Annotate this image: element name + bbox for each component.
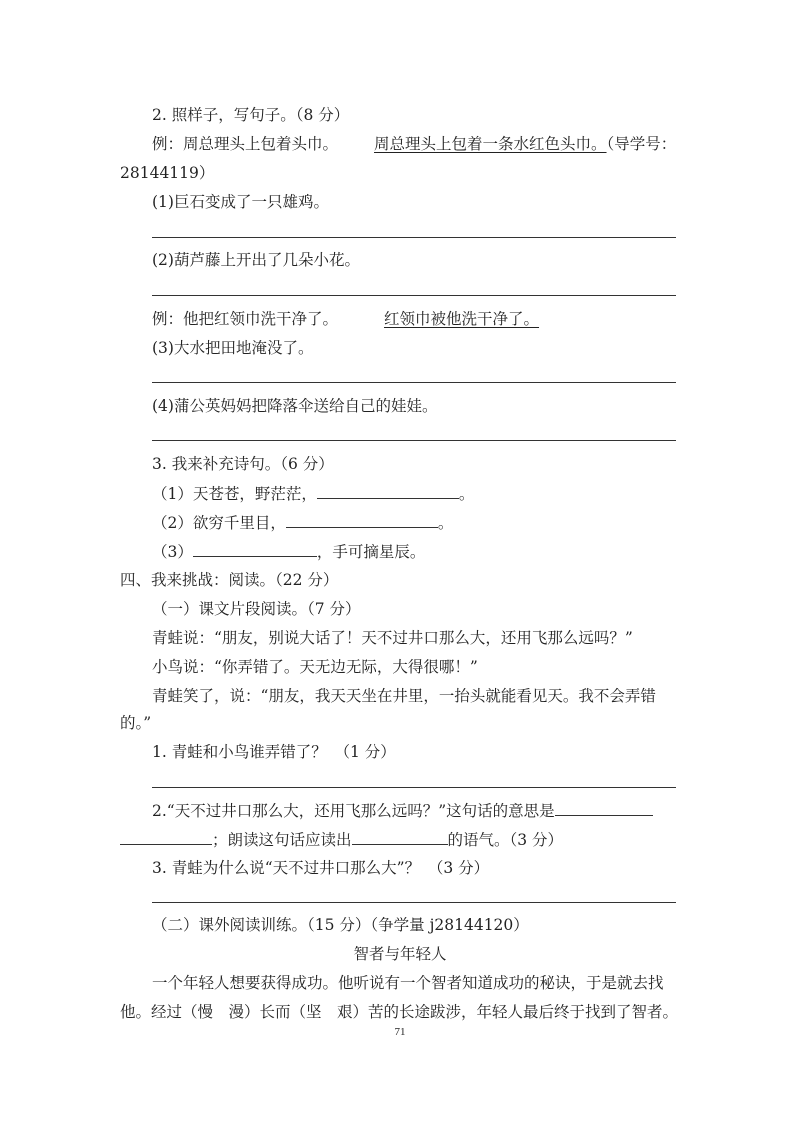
- answer-line-item3[interactable]: [152, 382, 676, 383]
- q2-example2: [152, 309, 539, 329]
- part1-heading: （一）课文片段阅读。（7 分）: [152, 600, 361, 618]
- poem-line1-prefix: （1）天苍苍，野茫茫，: [152, 485, 317, 503]
- reading-q2-end: 的语气。（3 分）: [447, 831, 564, 849]
- example1-answer: 周总理头上包着一条水红色头巾。: [374, 135, 607, 153]
- reading-q3: 3. 青蛙为什么说“天不过井口那么大”？ （3 分）: [152, 859, 490, 877]
- q2-item4: (4)蒲公英妈妈把降落伞送给自己的娃娃。: [152, 397, 438, 415]
- example2-prefix: 例：他把红领巾洗干净了。: [152, 310, 339, 328]
- q2-example1: [152, 134, 676, 154]
- part2-heading: （二）课外阅读训练。（15 分）（争学量 j28144120）: [152, 916, 529, 934]
- example1-prefix: 例：周总理头上包着头巾。: [152, 135, 339, 153]
- reading-q2-blank-meaning-cont[interactable]: [120, 829, 212, 845]
- page-number: 71: [394, 1026, 406, 1038]
- poem-line3-suffix: ，手可摘星辰。: [316, 543, 426, 561]
- reading-q1: 1. 青蛙和小鸟谁弄错了？ （1 分）: [152, 743, 396, 761]
- reading-q2-blank-meaning[interactable]: [555, 800, 653, 816]
- reading-q2-line2: [120, 829, 563, 850]
- story-title: 智者与年轻人: [353, 945, 447, 963]
- poem-blank-3[interactable]: [193, 541, 317, 557]
- answer-line-reading-q1[interactable]: [152, 787, 676, 788]
- q2-item3: (3)大水把田地淹没了。: [152, 339, 314, 357]
- example2-answer: 红领巾被他洗干净了。: [384, 310, 540, 328]
- answer-line-reading-q3[interactable]: [152, 902, 676, 903]
- poem-blank-2[interactable]: [286, 512, 438, 528]
- reading-q2-text: 2.“天不过井口那么大，还用飞那么远吗？”这句话的意思是: [152, 802, 555, 820]
- section4-heading: 四、我来挑战：阅读。（22 分）: [120, 571, 339, 589]
- q2-item1: (1)巨石变成了一只雄鸡。: [152, 193, 329, 211]
- reading-q2-line1: [152, 800, 653, 821]
- poem-line2: [152, 512, 453, 533]
- answer-line-item1[interactable]: [152, 237, 676, 238]
- poem-line2-prefix: （2）欲穷千里目，: [152, 514, 286, 532]
- answer-line-item2[interactable]: [152, 295, 676, 296]
- poem-blank-1[interactable]: [317, 483, 459, 499]
- reading-q2-blank-tone[interactable]: [352, 829, 448, 845]
- poem-line3: [152, 541, 425, 562]
- story-line2: 他。经过（慢 漫）长而（坚 艰）苦的长途跋涉，年轻人最后终于找到了智者。: [120, 1003, 679, 1021]
- q3-heading: 3. 我来补充诗句。（6 分）: [152, 455, 334, 473]
- passage-para2: 小鸟说：“你弄错了。天无边无际，大得很哪！”: [152, 658, 478, 676]
- q2-heading: 2. 照样子，写句子。（8 分）: [152, 106, 350, 124]
- passage-para3-line1: 青蛙笑了，说：“朋友，我天天坐在井里，一抬头就能看见天。我不会弄错: [152, 687, 656, 705]
- example1-ref: （导学号：: [606, 135, 677, 153]
- poem-line1-suffix: 。: [458, 485, 475, 503]
- passage-para1: 青蛙说：“朋友，别说大话了！天不过井口那么大，还用飞那么远吗？”: [152, 629, 633, 647]
- poem-line2-suffix: 。: [437, 514, 454, 532]
- passage-para3-line2: 的。”: [120, 714, 152, 732]
- q2-ref-code: 28144119）: [120, 164, 215, 182]
- story-line1: 一个年轻人想要获得成功。他听说有一个智者知道成功的秘诀，于是就去找: [152, 974, 664, 992]
- reading-q2-mid: ；朗读这句话应读出: [212, 831, 352, 849]
- poem-line3-prefix: （3）: [152, 543, 193, 561]
- poem-line1: [152, 483, 474, 504]
- q2-item2: (2)葫芦藤上开出了几朵小花。: [152, 251, 360, 269]
- answer-line-item4[interactable]: [152, 440, 676, 441]
